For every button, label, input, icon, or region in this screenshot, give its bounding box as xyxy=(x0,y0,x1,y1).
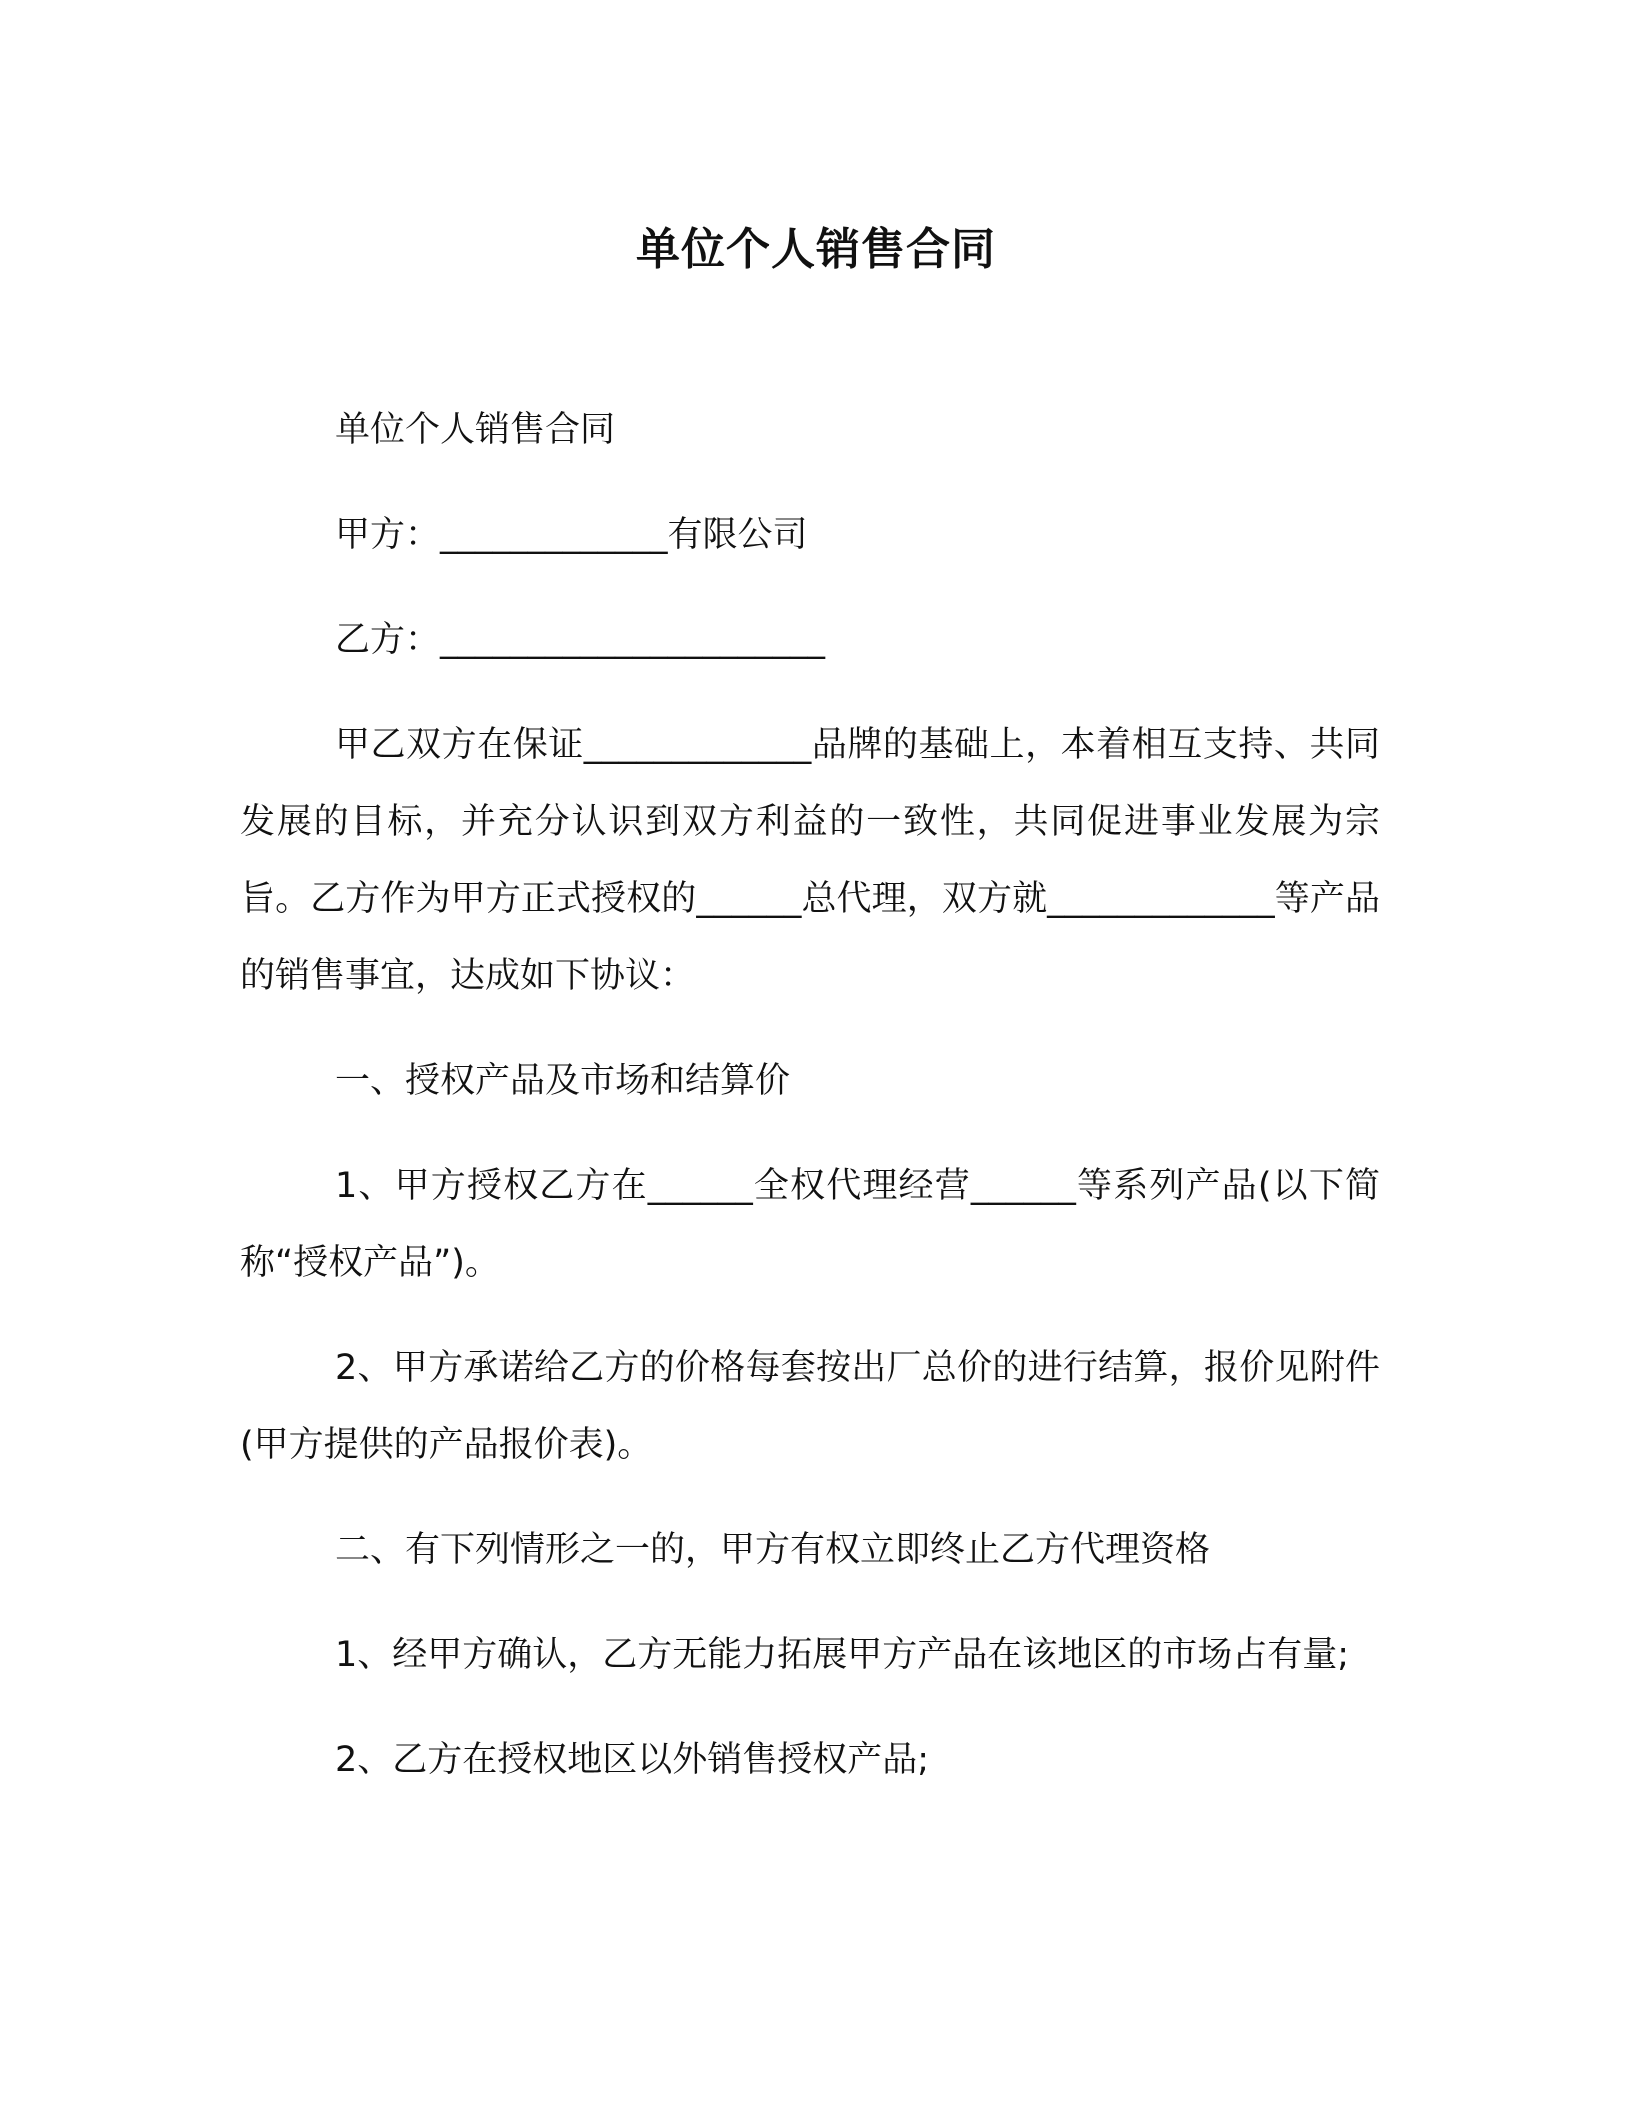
subtitle-paragraph: 单位个人销售合同 xyxy=(335,410,616,450)
party-b-line: 乙方：______________________ xyxy=(335,620,826,660)
document-body xyxy=(240,392,1380,1827)
preamble-paragraph: 甲乙双方在保证_____________品牌的基础上，本着相互支持、共同发展的目标，并充分认识到双方利益的一致性，共同促进事业发展为宗旨。乙方作为甲方正式授权的______总代理，双方就_____________等产品的销售事宜，达成如下协议： xyxy=(240,725,1380,996)
party-a-line: 甲方：_____________有限公司 xyxy=(335,515,808,555)
document-title: 单位个人销售合同 xyxy=(636,224,996,275)
section-2-heading: 二、有下列情形之一的，甲方有权立即终止乙方代理资格 xyxy=(335,1530,1211,1570)
section-1-clause-2: 2、甲方承诺给乙方的价格每套按出厂总价的进行结算，报价见附件(甲方提供的产品报价表)。 xyxy=(240,1348,1380,1465)
section-1-clause-1: 1、甲方授权乙方在______全权代理经营______等系列产品(以下简称“授权产品”)。 xyxy=(240,1166,1380,1283)
section-2-clause-2: 2、乙方在授权地区以外销售授权产品; xyxy=(335,1740,930,1780)
section-1-heading: 一、授权产品及市场和结算价 xyxy=(335,1061,791,1101)
section-2-clause-1: 1、经甲方确认，乙方无能力拓展甲方产品在该地区的市场占有量; xyxy=(335,1635,1350,1675)
